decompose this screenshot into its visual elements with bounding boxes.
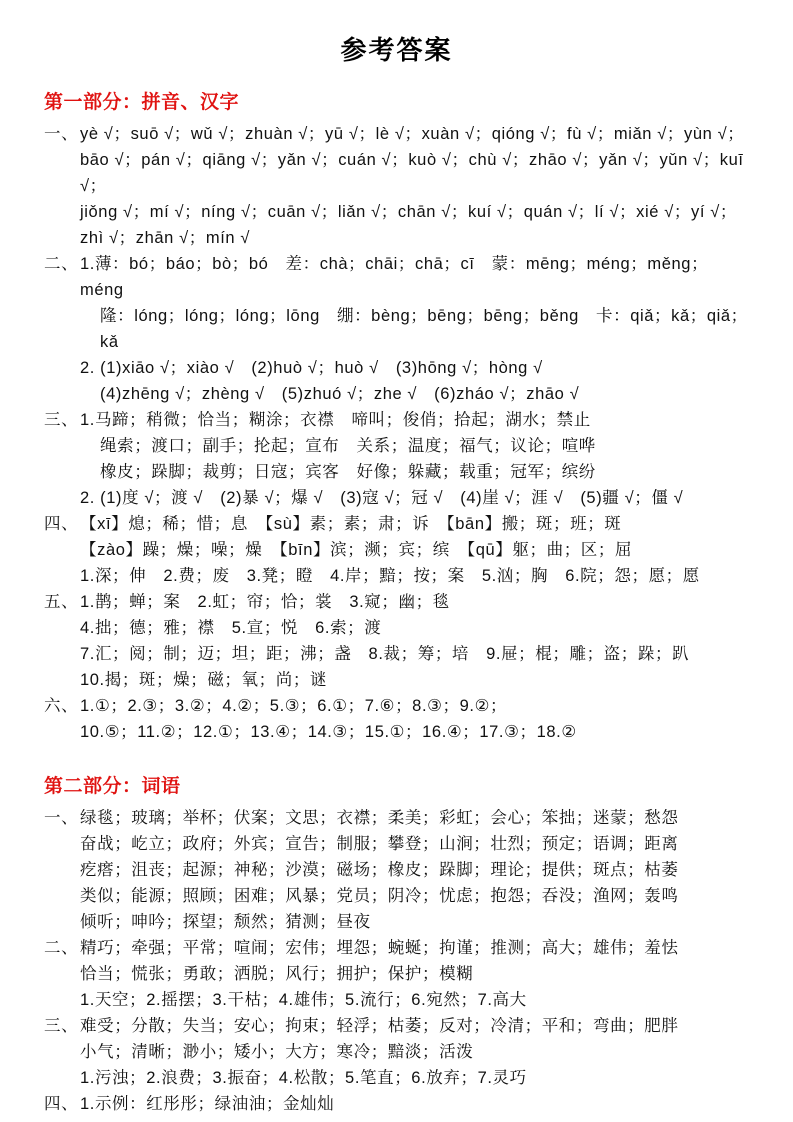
list-marker (44, 961, 80, 987)
answer-line (44, 935, 749, 961)
list-marker (44, 641, 80, 667)
answer-text: 1.薄：bó；báo；bò；bó 差：chà；chāi；chā；cī 蒙：mēng；méng；měng；méng (80, 255, 709, 299)
answer-line (44, 719, 749, 745)
answer-text: 奋战；屹立；政府；外宾；宣告；制服；攀登；山涧；壮烈；预定；语调；距离 (80, 835, 679, 853)
answer-line (44, 251, 749, 303)
list-marker: 三、 (44, 411, 79, 429)
list-marker (44, 987, 80, 1013)
answer-line (44, 693, 749, 719)
answer-text: 类似；能源；照顾；困难；风暴；党员；阴冷；忧虑；抱怨；吞没；渔网；轰鸣 (80, 887, 679, 905)
answer-text: 绿毯；玻璃；举杯；伏案；文思；衣襟；柔美；彩虹；会心；笨拙；迷蒙；愁怨 (80, 809, 679, 827)
list-marker (44, 537, 80, 563)
list-marker (44, 857, 80, 883)
answer-line (44, 121, 749, 147)
answer-text: 【zào】躁；燥；噪；燥 【bīn】滨；濒；宾；缤 【qū】躯；曲；区；屈 (80, 541, 633, 559)
list-marker: 二、 (44, 939, 79, 957)
answer-text: 10.揭；斑；燥；磁；氧；尚；谜 (80, 671, 328, 689)
answer-text: 【xī】熄；稀；惜；息 【sù】素；素；肃；诉 【bān】搬；斑；班；斑 (80, 515, 622, 533)
answer-line (44, 563, 749, 589)
list-marker (44, 667, 80, 693)
page-title: 参考答案 (340, 35, 453, 65)
answer-line (44, 303, 749, 355)
section-heading: 第二部分：词语 (44, 776, 181, 797)
answer-line (44, 1039, 749, 1065)
list-marker (44, 831, 80, 857)
answer-text: 橡皮；跺脚；裁剪；日寇；宾客 好像；躲藏；载重；冠军；缤纷 (100, 463, 596, 481)
list-marker (44, 615, 80, 641)
answer-line (44, 961, 749, 987)
list-marker (44, 225, 80, 251)
answer-text: 1.天空；2.摇摆；3.干枯；4.雄伟；5.流行；6.宛然；7.高大 (80, 991, 527, 1009)
answer-line (44, 883, 749, 909)
list-marker (44, 563, 80, 589)
answer-line (44, 805, 749, 831)
list-marker (44, 459, 100, 485)
answer-text: zhì √；zhān √；mín √ (80, 229, 251, 247)
answer-line (44, 147, 749, 199)
list-marker (44, 1065, 80, 1091)
list-marker (44, 1039, 80, 1065)
answer-text: 1.深；伸 2.费；废 3.凳；瞪 4.岸；黯；按；案 5.汹；胸 6.院；怨；愿；愿 (80, 567, 700, 585)
answer-line (44, 615, 749, 641)
answer-text: 2. (1)xiāo √；xiào √ (2)huò √；huò √ (3)hōng √；hòng √ (80, 359, 543, 377)
list-marker: 五、 (44, 593, 79, 611)
answer-text: yè √；suō √；wǔ √；zhuàn √；yū √；lè √；xuàn √；qióng √；fù √；miǎn √；yùn √； (80, 125, 745, 143)
list-marker (44, 381, 100, 407)
answer-line (44, 667, 749, 693)
list-marker (44, 355, 80, 381)
list-marker (44, 199, 80, 225)
answer-text: 绳索；渡口；副手；抡起；宣布 关系；温度；福气；议论；喧哗 (100, 437, 596, 455)
list-marker: 三、 (44, 1017, 79, 1035)
answer-line (44, 381, 749, 407)
list-marker (44, 485, 80, 511)
answer-line (44, 857, 749, 883)
answer-line (44, 537, 749, 563)
answer-line (44, 1013, 749, 1039)
answer-text: 疙瘩；沮丧；起源；神秘；沙漠；磁场；橡皮；跺脚；理论；提供；斑点；枯萎 (80, 861, 679, 879)
list-marker (44, 909, 80, 935)
section-pinyin-hanzi (44, 87, 749, 745)
answer-text: 1.①；2.③；3.②；4.②；5.③；6.①；7.⑥；8.③；9.②； (80, 697, 508, 715)
list-marker: 一、 (44, 809, 79, 827)
answer-text: 恰当；慌张；勇敢；洒脱；风行；拥护；保护；模糊 (80, 965, 474, 983)
answer-text: 精巧；牵强；平常；喧闹；宏伟；埋怨；蜿蜒；拘谨；推测；高大；雄伟；羞怯 (80, 939, 679, 957)
answer-line (44, 909, 749, 935)
answer-line (44, 831, 749, 857)
list-marker (44, 147, 80, 199)
list-marker (44, 883, 80, 909)
answer-line (44, 199, 749, 225)
list-marker: 一、 (44, 125, 79, 143)
list-marker (44, 433, 100, 459)
list-marker: 二、 (44, 255, 79, 273)
answer-line (44, 459, 749, 485)
answer-text: 小气；清晰；渺小；矮小；大方；寒冷；黯淡；活泼 (80, 1043, 474, 1061)
answer-line (44, 1065, 749, 1091)
answer-text: (4)zhēng √；zhèng √ (5)zhuó √；zhe √ (6)zháo √；zhāo √ (100, 385, 580, 403)
list-marker (44, 719, 80, 745)
list-marker: 六、 (44, 697, 79, 715)
section-heading: 第一部分：拼音、汉字 (44, 92, 240, 113)
answer-text: 1.污浊；2.浪费；3.振奋；4.松散；5.笔直；6.放弃；7.灵巧 (80, 1069, 527, 1087)
answer-line (44, 987, 749, 1013)
answer-text: 7.汇；阅；制；迈；坦；距；沸；盏 8.裁；筹；培 9.屉；棍；雕；盗；跺；趴 (80, 645, 690, 663)
answer-line (44, 225, 749, 251)
answer-text: jiǒng √；mí √；níng √；cuān √；liǎn √；chān √；kuí √；quán √；lí √；xié √；yí √； (80, 203, 737, 221)
answer-line (44, 485, 749, 511)
answer-line (44, 1091, 749, 1117)
answer-text: 难受；分散；失当；安心；拘束；轻浮；枯萎；反对；冷清；平和；弯曲；肥胖 (80, 1017, 679, 1035)
answer-text: 4.拙；德；雅；襟 5.宣；悦 6.索；渡 (80, 619, 382, 637)
answer-text: 倾听；呻吟；探望；颓然；猜测；昼夜 (80, 913, 371, 931)
section-ciyu (44, 771, 749, 1117)
answer-line (44, 589, 749, 615)
list-marker: 四、 (44, 1095, 79, 1113)
answer-text: 1.马蹄；稍微；恰当；糊涂；衣襟 啼叫；俊俏；拾起；湖水；禁止 (80, 411, 591, 429)
answer-text: 10.⑤；11.②；12.①；13.④；14.③；15.①；16.④；17.③；18.② (80, 723, 577, 741)
answer-text: 1.示例：红彤彤；绿油油；金灿灿 (80, 1095, 335, 1113)
list-marker (44, 303, 100, 355)
answer-text: 2. (1)度 √；渡 √ (2)暴 √；爆 √ (3)寇 √；冠 √ (4)崖 √；涯 √ (5)疆 √；僵 √ (80, 489, 684, 507)
list-marker: 四、 (44, 515, 79, 533)
answer-line (44, 641, 749, 667)
answer-text: 隆：lóng；lóng；lóng；lōng 绷：bèng；bēng；bēng；běng 卡：qiǎ；kǎ；qiǎ；kǎ (100, 307, 748, 351)
answer-text: 1.鹊；蝉；案 2.虹；帘；恰；裳 3.窥；幽；毯 (80, 593, 450, 611)
answer-line (44, 407, 749, 433)
answer-line (44, 511, 749, 537)
answer-line (44, 433, 749, 459)
answer-text: bāo √；pán √；qiāng √；yǎn √；cuán √；kuò √；chù √；zhāo √；yǎn √；yǔn √；kuī √； (80, 151, 749, 195)
answer-line (44, 355, 749, 381)
